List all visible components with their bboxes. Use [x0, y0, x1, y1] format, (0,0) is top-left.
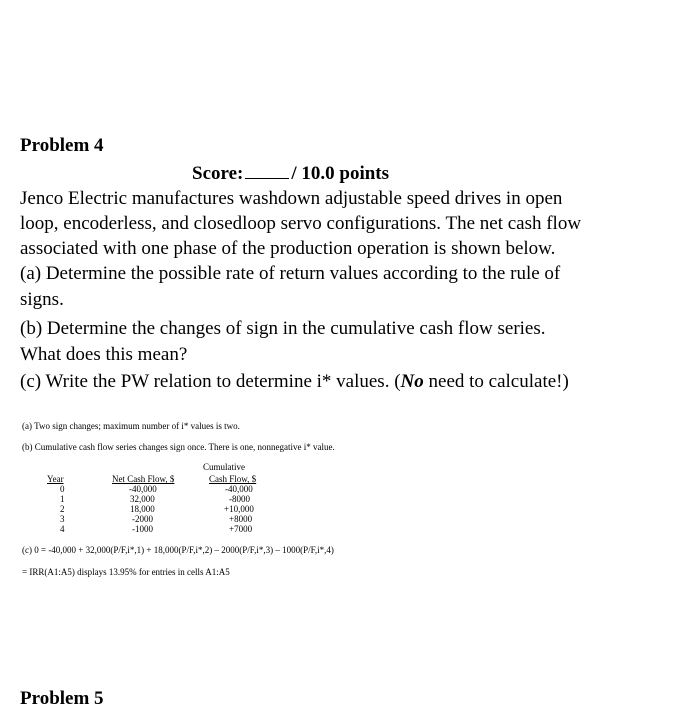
table-cell-cum: -40,000: [225, 484, 253, 494]
table-cell-net: 32,000: [130, 494, 155, 504]
table-cell-cum: +10,000: [224, 504, 254, 514]
table-cell-year: 4: [60, 524, 65, 534]
problem-line-5: signs.: [20, 289, 64, 310]
table-cell-net: -2000: [132, 514, 153, 524]
table-cell-cum: +8000: [229, 514, 253, 524]
table-cell-year: 1: [60, 494, 65, 504]
score-label: Score:: [192, 163, 244, 184]
part-c-prefix: (c) Write the PW relation to determine i* values. (: [20, 371, 401, 392]
solution-line-c: (c) 0 = -40,000 + 32,000(P/F,i*,1) + 18,000(P/F,i*,2) – 2000(P/F,i*,3) – 1000(P/F,i*,4): [22, 545, 334, 555]
table-cell-cum: -8000: [229, 494, 250, 504]
table-cell-net: 18,000: [130, 504, 155, 514]
table-cell-net: -40,000: [129, 484, 157, 494]
score-total: / 10.0 points: [291, 163, 390, 184]
table-cell-net: -1000: [132, 524, 153, 534]
problem-line-7: What does this mean?: [20, 344, 188, 365]
table-cell-cum: +7000: [229, 524, 253, 534]
solution-line-irr: = IRR(A1:A5) displays 13.95% for entries in cells A1:A5: [22, 567, 230, 577]
problem-line-2: loop, encoderless, and closedloop servo configurations. The net cash flow: [20, 213, 582, 234]
solution-line-a: (a) Two sign changes; maximum number of i* values is two.: [22, 421, 240, 431]
table-header-year: Year: [47, 474, 64, 484]
problem-line-4: (a) Determine the possible rate of return values according to the rule of: [20, 263, 561, 284]
next-problem-title: Problem 5: [20, 688, 104, 709]
table-header-net: Net Cash Flow, $: [112, 474, 175, 484]
problem-line-3: associated with one phase of the production operation is shown below.: [20, 238, 556, 259]
table-cell-year: 2: [60, 504, 65, 514]
solution-line-b: (b) Cumulative cash flow series changes sign once. There is one, nonnegative i* value.: [22, 442, 335, 452]
score-blank: [245, 164, 289, 179]
table-header-cumulative-bottom: Cash Flow, $: [209, 474, 257, 484]
problem-line-8: [20, 371, 569, 393]
table-cell-year: 3: [60, 514, 65, 524]
table-header-cumulative-top: Cumulative: [203, 462, 245, 472]
problem-line-1: Jenco Electric manufactures washdown adjustable speed drives in open: [20, 188, 563, 209]
problem-title: Problem 4: [20, 135, 104, 156]
problem-line-6: (b) Determine the changes of sign in the cumulative cash flow series.: [20, 318, 546, 339]
score-line: [192, 163, 389, 185]
part-c-suffix: need to calculate!): [423, 371, 569, 392]
table-cell-year: 0: [60, 484, 65, 494]
part-c-emphasis: No: [400, 371, 424, 392]
